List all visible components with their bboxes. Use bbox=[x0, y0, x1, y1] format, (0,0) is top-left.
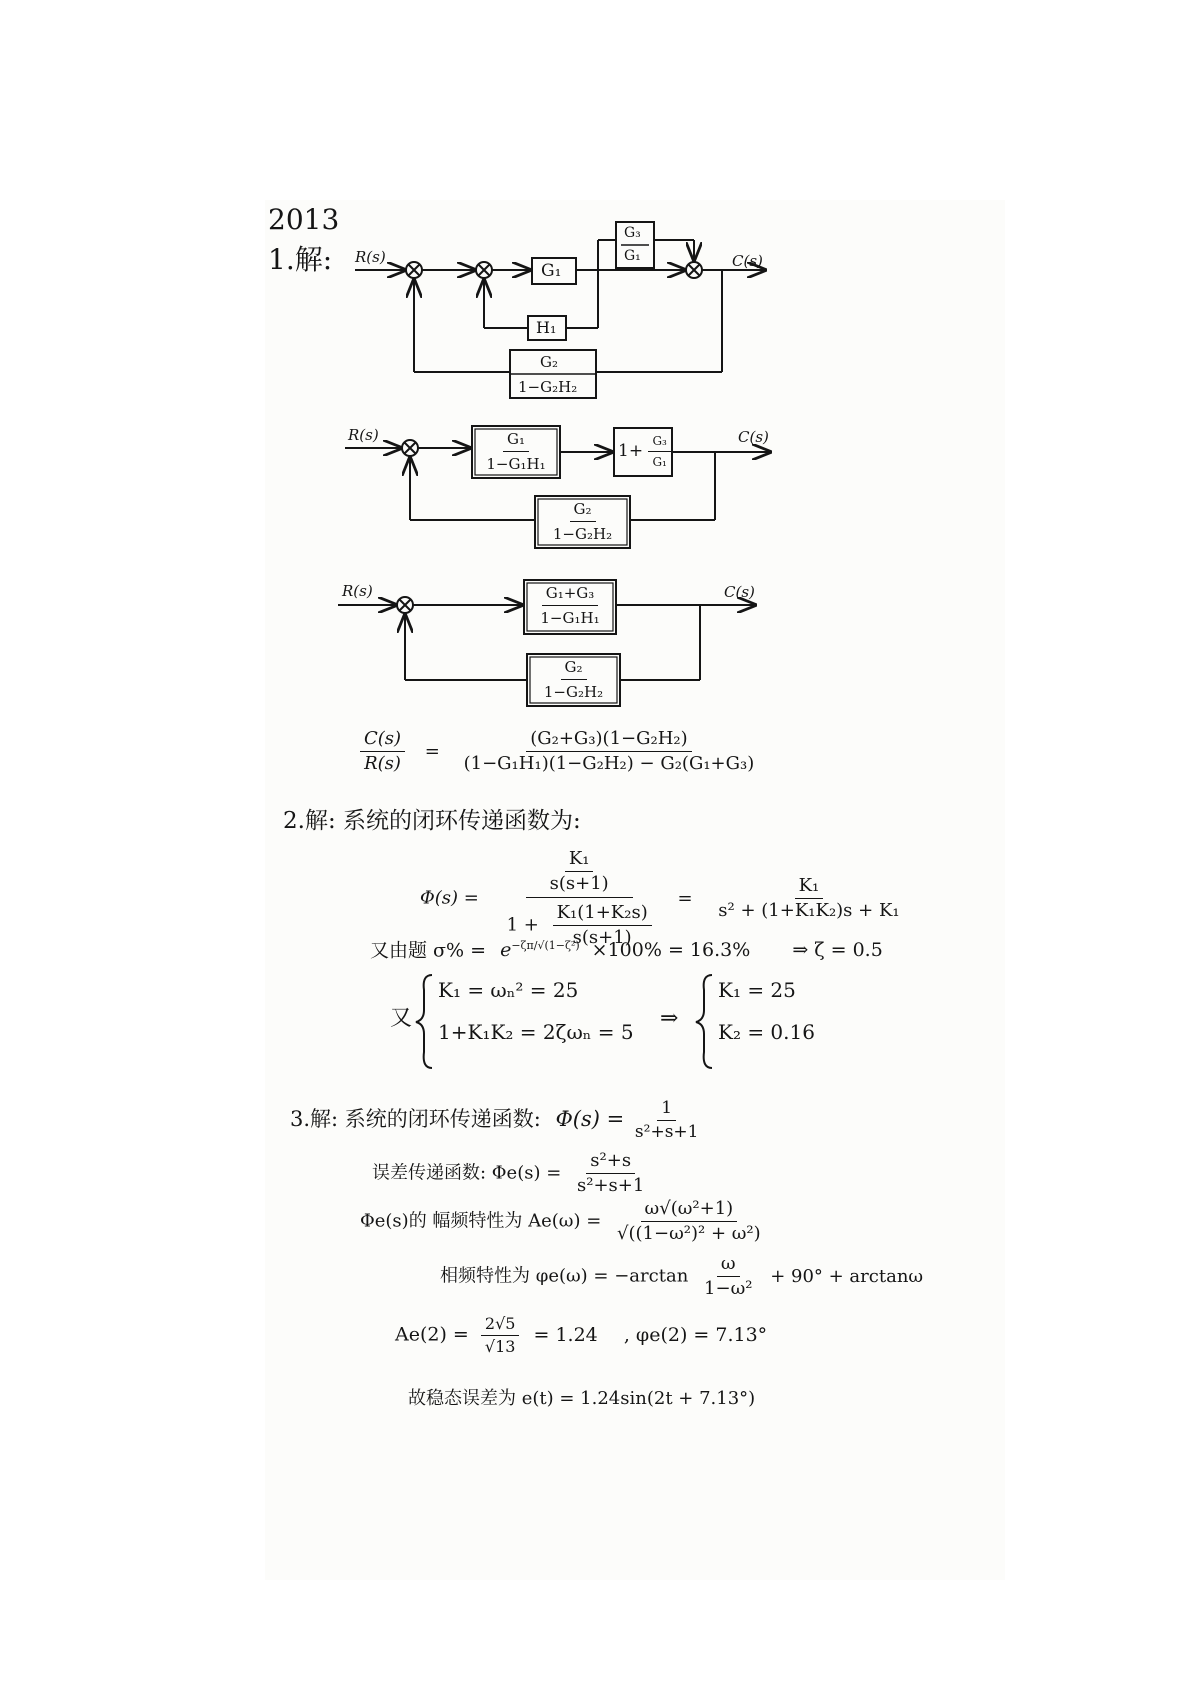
zeta-result: ⇒ ζ = 0.5 bbox=[792, 939, 883, 962]
error-transfer-line bbox=[372, 1152, 648, 1195]
d2-fwd2-num: G₃ bbox=[648, 434, 670, 452]
phase-tail: + 90° + arctanω bbox=[770, 1265, 924, 1287]
section2-transfer-function bbox=[420, 850, 904, 947]
year-label: 2013 bbox=[268, 203, 340, 236]
s2-fb-num: K₁(1+K₂s) bbox=[553, 904, 652, 926]
d3-output-label: C(s) bbox=[724, 583, 755, 601]
gain-results bbox=[718, 980, 815, 1042]
err-num: s²+s bbox=[586, 1152, 635, 1174]
section3-heading-text: 3.解: 系统的闭环传递函数: bbox=[290, 1107, 541, 1131]
s3-phi-num: 1 bbox=[657, 1100, 676, 1121]
section3-heading bbox=[290, 1100, 702, 1141]
d2-fwd1-den: 1−G₁H₁ bbox=[486, 455, 546, 473]
d2-fwd2-block bbox=[618, 434, 671, 469]
d2-fb-block bbox=[541, 500, 624, 543]
d3-fwd-den: 1−G₁H₁ bbox=[540, 609, 600, 627]
eq-damping: 1+K₁K₂ = 2ζωₙ = 5 bbox=[438, 1020, 634, 1044]
k2-result: K₂ = 0.16 bbox=[718, 1020, 815, 1044]
result1-equation bbox=[360, 730, 758, 773]
d1-fb-num: G₂ bbox=[540, 353, 558, 371]
phase-den: 1−ω² bbox=[704, 1278, 753, 1299]
result1-eq: = bbox=[424, 740, 440, 762]
phase-label: 相频特性为 φe(ω) = −arctan bbox=[440, 1265, 689, 1287]
err-label: 误差传递函数: Φe(s) = bbox=[372, 1162, 562, 1184]
overshoot-prefix: 又由题 σ% = bbox=[370, 939, 487, 962]
section2-phi: Φ(s) = bbox=[420, 887, 479, 909]
section2-heading: 2.解: 系统的闭环传递函数为: bbox=[283, 808, 581, 834]
d3-fb-num: G₂ bbox=[561, 658, 587, 680]
again-label: 又 bbox=[390, 1006, 413, 1031]
s2-res-den: s² + (1+K₁K₂)s + K₁ bbox=[718, 900, 900, 921]
s2-fb-den: s(s+1) bbox=[572, 927, 632, 948]
section3-phi: Φ(s) = bbox=[555, 1107, 625, 1131]
implies-arrow: ⇒ bbox=[660, 1006, 679, 1031]
problem1-heading: 1.解: bbox=[268, 243, 333, 276]
d1-g1-block: G₁ bbox=[541, 261, 562, 281]
amp-den: √((1−ω²)² + ω²) bbox=[617, 1223, 761, 1244]
d1-fb-den: 1−G₂H₂ bbox=[518, 378, 578, 396]
d3-input-label: R(s) bbox=[342, 582, 373, 600]
result1-lhs-num: C(s) bbox=[360, 730, 405, 752]
d2-input-label: R(s) bbox=[348, 426, 379, 444]
d1-input-label: R(s) bbox=[355, 248, 386, 266]
phase-line bbox=[440, 1255, 923, 1298]
pe2-val: , φe(2) = 7.13° bbox=[623, 1323, 768, 1346]
result1-lhs-den: R(s) bbox=[364, 753, 401, 774]
d3-fwd-num: G₁+G₃ bbox=[542, 584, 599, 606]
ae2-num: 2√5 bbox=[481, 1316, 520, 1336]
ae2-val: = 1.24 bbox=[533, 1323, 598, 1346]
s2-one-plus: 1 + bbox=[506, 914, 539, 936]
result1-rhs-den: (1−G₁H₁)(1−G₂H₂) − G₂(G₁+G₃) bbox=[463, 753, 755, 774]
d2-fb-num: G₂ bbox=[570, 500, 596, 522]
s2-res-num: K₁ bbox=[795, 877, 824, 899]
d2-output-label: C(s) bbox=[738, 428, 769, 446]
k1-result: K₁ = 25 bbox=[718, 978, 796, 1002]
d3-fwd-block bbox=[530, 584, 610, 627]
overshoot-exp: −ζπ/√(1−ζ²) bbox=[511, 939, 580, 952]
result1-rhs-num: (G₂+G₃)(1−G₂H₂) bbox=[526, 730, 691, 752]
steady-state-error: 故稳态误差为 e(t) = 1.24sin(2t + 7.13°) bbox=[408, 1388, 756, 1409]
evaluation-line bbox=[395, 1316, 767, 1355]
d2-fb-den: 1−G₂H₂ bbox=[552, 525, 613, 543]
s2-eq: = bbox=[677, 887, 693, 909]
overshoot-base: e bbox=[500, 939, 512, 962]
phase-num: ω bbox=[717, 1255, 740, 1277]
overshoot-line bbox=[370, 940, 883, 960]
d3-fb-den: 1−G₂H₂ bbox=[543, 683, 604, 701]
d2-fwd2-text: 1+ bbox=[618, 441, 644, 461]
d2-fwd1-num: G₁ bbox=[503, 430, 529, 452]
d1-ff-den: G₁ bbox=[624, 248, 641, 264]
s3-phi-den: s²+s+1 bbox=[634, 1122, 699, 1142]
ae2-lhs: Ae(2) = bbox=[395, 1323, 469, 1346]
system-equations bbox=[438, 980, 634, 1042]
d2-fwd2-den: G₁ bbox=[652, 455, 667, 469]
overshoot-suffix: ×100% = 16.3% bbox=[591, 939, 751, 962]
s2-inner-num: K₁ bbox=[565, 850, 594, 872]
d2-fwd1-block bbox=[478, 430, 554, 473]
eq-k1-omega: K₁ = ωₙ² = 25 bbox=[438, 978, 579, 1002]
d1-output-label: C(s) bbox=[732, 252, 763, 270]
amp-label: Φe(s)的 幅频特性为 Ae(ω) = bbox=[360, 1210, 602, 1232]
d3-fb-block bbox=[533, 658, 614, 701]
ae2-den: √13 bbox=[484, 1337, 516, 1356]
s2-inner-den: s(s+1) bbox=[549, 873, 609, 894]
d1-h1-block: H₁ bbox=[536, 318, 557, 337]
amp-num: ω√(ω²+1) bbox=[641, 1200, 738, 1222]
amplitude-line bbox=[360, 1200, 765, 1243]
err-den: s²+s+1 bbox=[577, 1175, 645, 1196]
d1-ff-num: G₃ bbox=[624, 225, 641, 241]
